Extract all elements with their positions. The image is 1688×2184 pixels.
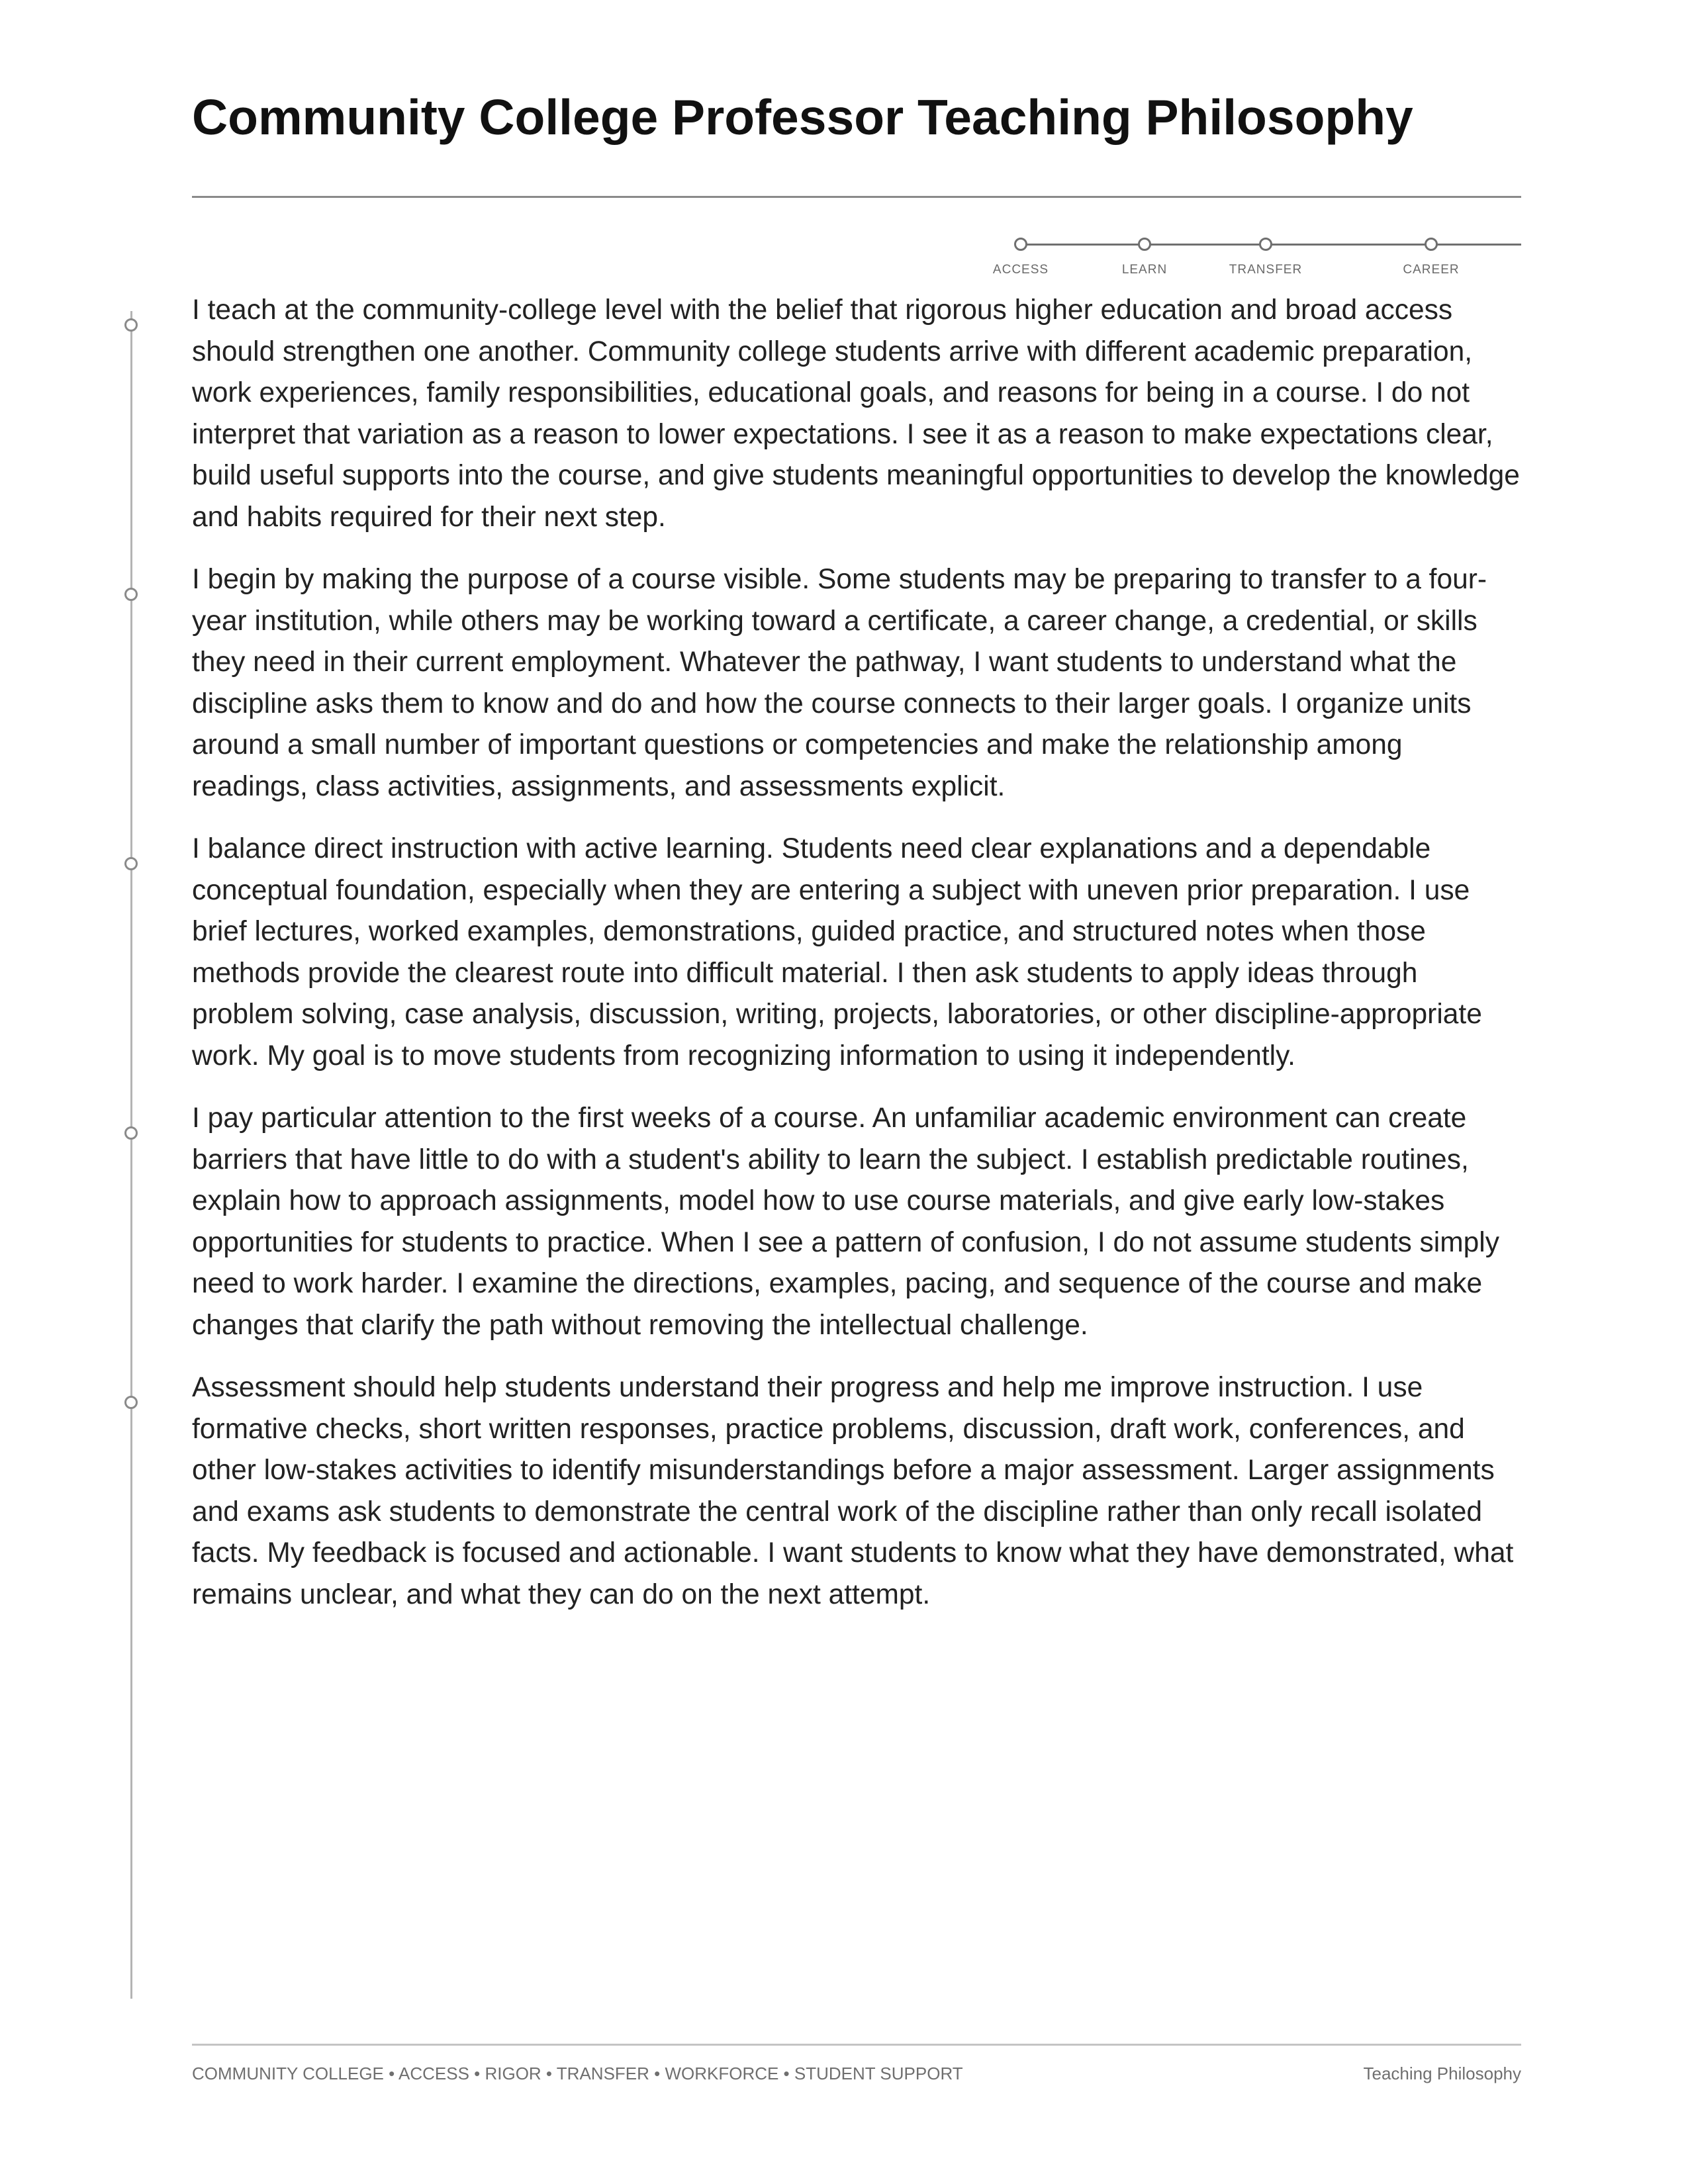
progress-label-career: CAREER (1403, 263, 1460, 277)
body-text (192, 290, 1523, 1637)
title-divider (192, 196, 1521, 198)
footer-divider (192, 2044, 1521, 2046)
paragraph-course-purpose: I begin by making the purpose of a course visible. Some students may be preparing to transfer to a four-year institution, while others may be working toward a certificate, a career change, a credential, or skills they need in their current employment. Whatever the pathway, I want students to understand what the discipline asks them to know and do and how the course connects to their larger goals. I organize units around a small number of important questions or competencies and make the relationship among readings, class activities, assignments, and assessments explicit. (192, 564, 1487, 802)
progress-label-access: ACCESS (992, 263, 1049, 277)
rail-node-5 (124, 1396, 138, 1409)
progress-label-learn: LEARN (1121, 263, 1168, 277)
progress-node-access (1014, 238, 1027, 251)
footer-document-name: Teaching Philosophy (1363, 2064, 1521, 2083)
paragraph-assessment: Assessment should help students understand their progress and help me improve instruction. I use formative checks, short written responses, practice problems, discussion, draft work, conferences, and other low-stakes activities to identify misunderstandings before a major assessment. Larger assignments and exams ask students to demonstrate the central work of the discipline rather than only recall isolated facts. My feedback is focused and actionable. I want students to know what they have demonstrated, what remains unclear, and what they can do on the next attempt. (192, 1372, 1514, 1610)
progress-node-learn (1138, 238, 1151, 251)
rail-node-1 (124, 318, 138, 332)
paragraph-first-weeks: I pay particular attention to the first weeks of a course. An unfamiliar academic environment can create barriers that have little to do with a student's ability to learn the subject. I establish predictable routines, explain how to approach assignments, model how to use course materials, and give early low-stakes opportunities for students to practice. When I see a pattern of confusion, I do not assume students simply need to work harder. I examine the directions, examples, pacing, and sequence of the course and make changes that clarify the path without removing the intellectual challenge. (192, 1103, 1499, 1341)
progress-node-transfer (1259, 238, 1272, 251)
rail-node-2 (124, 588, 138, 601)
progress-node-career (1425, 238, 1438, 251)
paragraph-access-and-rigor: I teach at the community-college level with the belief that rigorous higher education and broad access should strengthen one another. Community college students arrive with different academic preparation, work experiences, family responsibilities, educational goals, and reasons for being in a course. I do not interpret that variation as a reason to lower expectations. I see it as a reason to make expectations clear, build useful supports into the course, and give students meaningful opportunities to develop the knowledge and habits required for their next step. (192, 295, 1520, 533)
side-rail-line (130, 311, 132, 1999)
paragraph-active-learning: I balance direct instruction with active learning. Students need clear explanations and a dependable conceptual foundation, especially when they are entering a subject with uneven prior preparation. I use brief lectures, worked examples, demonstrations, guided practice, and structured notes when those methods provide the clearest route into difficult material. I then ask students to apply ideas through problem solving, case analysis, discussion, writing, projects, laboratories, or other discipline-appropriate work. My goal is to move students from recognizing information to using it independently. (192, 833, 1482, 1071)
footer-tagline: COMMUNITY COLLEGE • ACCESS • RIGOR • TRANSFER • WORKFORCE • STUDENT SUPPORT (192, 2064, 963, 2083)
rail-node-4 (124, 1126, 138, 1140)
rail-node-3 (124, 857, 138, 870)
progress-label-transfer: TRANSFER (1229, 263, 1303, 277)
page-title: Community College Professor Teaching Philosophy (192, 89, 1413, 145)
